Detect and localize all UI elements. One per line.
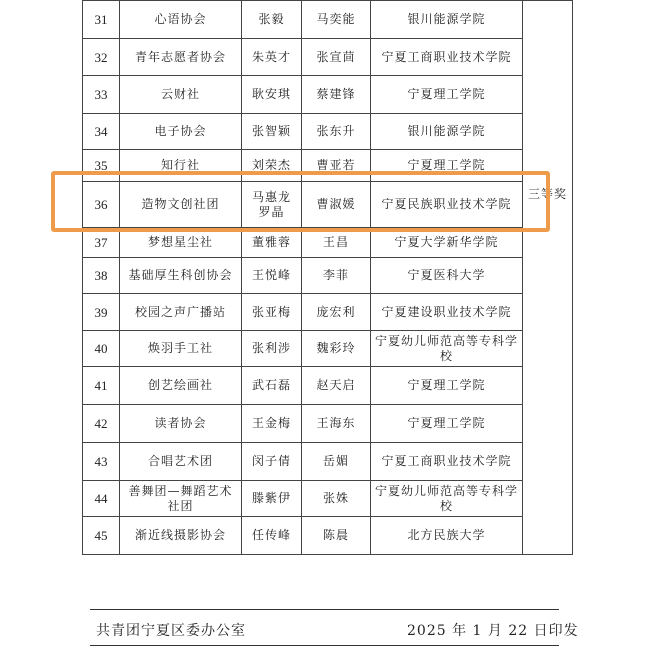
- school-name: 宁夏幼儿师范高等专科学校: [371, 331, 523, 367]
- leader-name: 任传峰: [242, 517, 302, 555]
- leader-name: 滕紫伊: [242, 481, 302, 517]
- school-name: 宁夏工商职业技术学院: [371, 443, 523, 481]
- row-number: 31: [83, 1, 120, 39]
- club-name: 知行社: [120, 150, 242, 182]
- leader-name: 刘荣杰: [242, 150, 302, 182]
- advisor-name: 王海东: [302, 405, 371, 443]
- club-name: 造物文创社团: [120, 182, 242, 228]
- club-name: 基础厚生科创协会: [120, 258, 242, 294]
- school-name: 宁夏幼儿师范高等专科学校: [371, 481, 523, 517]
- leader-name: 张毅: [242, 1, 302, 39]
- club-name: 校园之声广播站: [120, 294, 242, 331]
- row-number: 41: [83, 367, 120, 405]
- leader-name: 耿安琪: [242, 76, 302, 114]
- school-name: 宁夏民族职业技术学院: [371, 182, 523, 228]
- row-number: 36: [83, 182, 120, 228]
- school-name: 宁夏医科大学: [371, 258, 523, 294]
- club-name: 心语协会: [120, 1, 242, 39]
- advisor-name: 李菲: [302, 258, 371, 294]
- club-name: 读者协会: [120, 405, 242, 443]
- leader-name: 张智颖: [242, 114, 302, 150]
- table-row: [83, 367, 573, 405]
- advisor-name: 张姝: [302, 481, 371, 517]
- club-name: 梦想星尘社: [120, 228, 242, 258]
- table-row: [83, 150, 573, 182]
- advisor-name: 庞宏利: [302, 294, 371, 331]
- school-name: 宁夏建设职业技术学院: [371, 294, 523, 331]
- row-number: 39: [83, 294, 120, 331]
- footer-rule-bottom: [90, 645, 559, 646]
- school-name: 宁夏工商职业技术学院: [371, 39, 523, 76]
- club-name: 焕羽手工社: [120, 331, 242, 367]
- school-name: 宁夏理工学院: [371, 150, 523, 182]
- table-row: [83, 331, 573, 367]
- table-row: [83, 294, 573, 331]
- row-number: 35: [83, 150, 120, 182]
- advisor-name: 曹淑媛: [302, 182, 371, 228]
- row-number: 32: [83, 39, 120, 76]
- school-name: 宁夏理工学院: [371, 367, 523, 405]
- table-row: [83, 517, 573, 555]
- table-row: [83, 39, 573, 76]
- table-row: [83, 443, 573, 481]
- advisor-name: 岳媚: [302, 443, 371, 481]
- table-row: [83, 228, 573, 258]
- footer-issuer: 共青团宁夏区委办公室: [96, 623, 246, 639]
- leader-name: 张利涉: [242, 331, 302, 367]
- award-level-label: 三等奖: [527, 187, 567, 201]
- footer-date: 2025 年 1 月 22 日印发: [407, 623, 579, 639]
- advisor-name: 陈晨: [302, 517, 371, 555]
- advisor-name: 蔡建锋: [302, 76, 371, 114]
- leader-name: 闵子倩: [242, 443, 302, 481]
- row-number: 45: [83, 517, 120, 555]
- advisor-name: 魏彩玲: [302, 331, 371, 367]
- leader-name: 张亚梅: [242, 294, 302, 331]
- award-level: [523, 1, 573, 555]
- table-row: [83, 405, 573, 443]
- row-number: 44: [83, 481, 120, 517]
- footer-rule-top: [90, 609, 559, 610]
- advisor-name: 张东升: [302, 114, 371, 150]
- row-number: 38: [83, 258, 120, 294]
- table-row: [83, 258, 573, 294]
- row-number: 43: [83, 443, 120, 481]
- school-name: 银川能源学院: [371, 1, 523, 39]
- leader-name: 马惠龙 罗晶: [242, 182, 302, 228]
- leader-name: 王金梅: [242, 405, 302, 443]
- row-number: 40: [83, 331, 120, 367]
- club-name: 渐近线摄影协会: [120, 517, 242, 555]
- table-row: [83, 182, 573, 228]
- club-name: 云财社: [120, 76, 242, 114]
- table-row: [83, 76, 573, 114]
- table-row: [83, 114, 573, 150]
- advisor-name: 王昌: [302, 228, 371, 258]
- advisor-name: 张宣茴: [302, 39, 371, 76]
- table-row: [83, 1, 573, 39]
- leader-name: 朱英才: [242, 39, 302, 76]
- award-table: [82, 0, 573, 555]
- row-number: 37: [83, 228, 120, 258]
- row-number: 34: [83, 114, 120, 150]
- club-name: 善舞团—舞蹈艺术社团: [120, 481, 242, 517]
- leader-name: 董雅蓉: [242, 228, 302, 258]
- school-name: 宁夏理工学院: [371, 76, 523, 114]
- leader-name: 武石磊: [242, 367, 302, 405]
- row-number: 33: [83, 76, 120, 114]
- school-name: 银川能源学院: [371, 114, 523, 150]
- school-name: 宁夏大学新华学院: [371, 228, 523, 258]
- club-name: 电子协会: [120, 114, 242, 150]
- advisor-name: 赵天启: [302, 367, 371, 405]
- table-row: [83, 481, 573, 517]
- club-name: 创艺绘画社: [120, 367, 242, 405]
- club-name: 青年志愿者协会: [120, 39, 242, 76]
- award-table-body: [83, 1, 573, 555]
- row-number: 42: [83, 405, 120, 443]
- leader-name: 王悦峰: [242, 258, 302, 294]
- advisor-name: 马奕能: [302, 1, 371, 39]
- school-name: 北方民族大学: [371, 517, 523, 555]
- club-name: 合唱艺术团: [120, 443, 242, 481]
- school-name: 宁夏理工学院: [371, 405, 523, 443]
- advisor-name: 曹亚若: [302, 150, 371, 182]
